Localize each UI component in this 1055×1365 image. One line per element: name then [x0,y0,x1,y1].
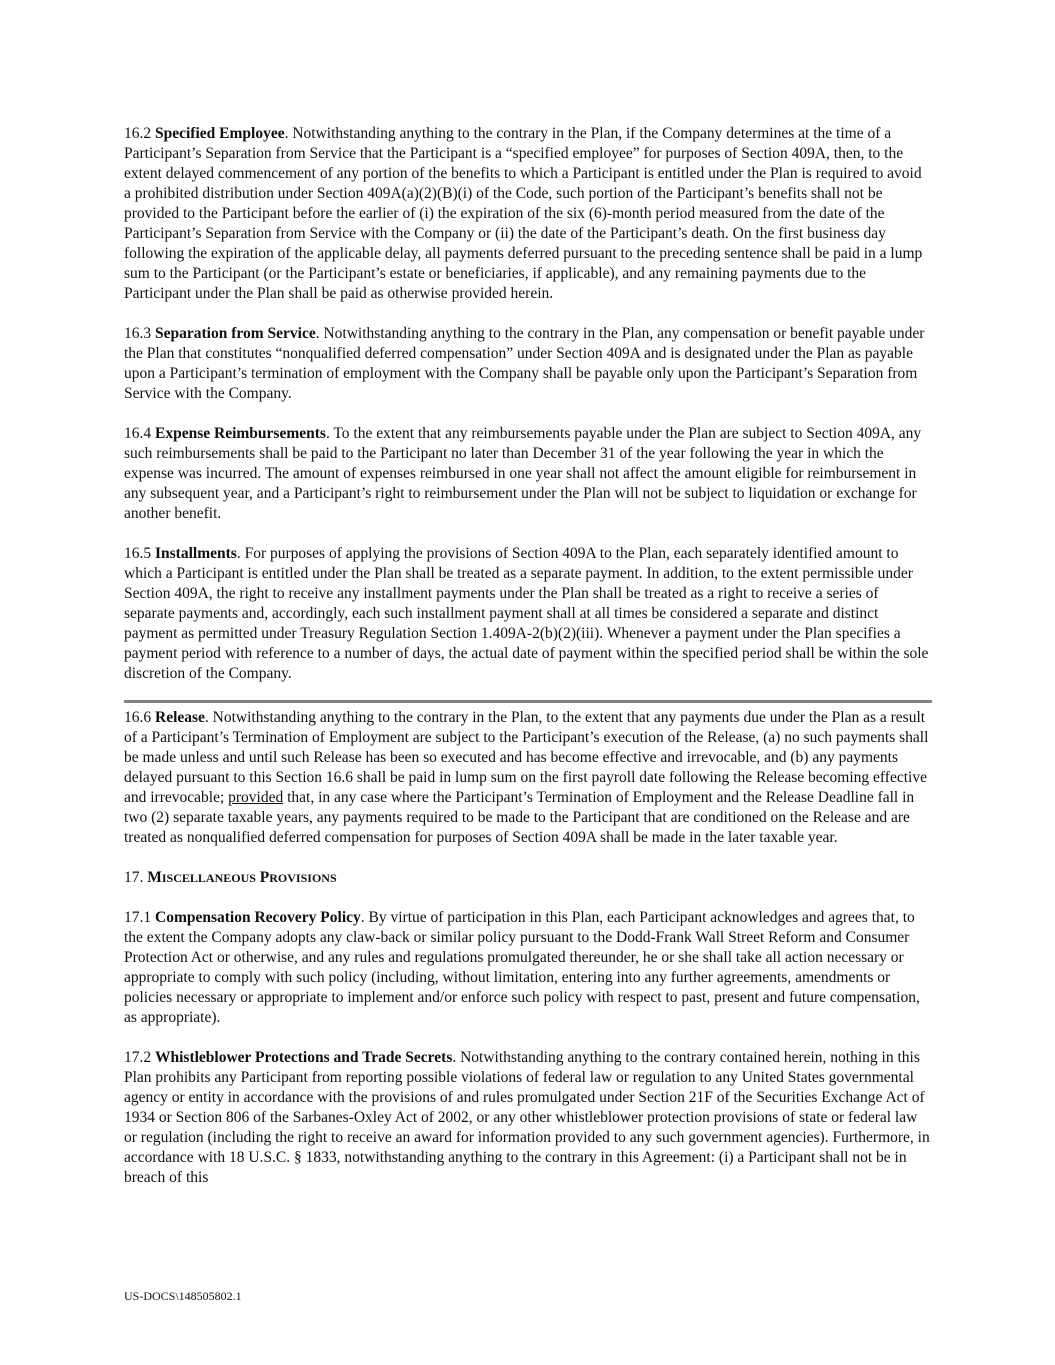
section-title: Specified Employee [155,125,285,142]
document-body [124,124,932,1208]
section-17-2 [124,1048,932,1188]
section-17-1 [124,908,932,1028]
section-number: 16.3 [124,325,152,342]
section-number: 17.1 [124,909,152,926]
section-16-6 [124,708,932,848]
section-text: . Notwithstanding anything to the contrary in the Plan, to the extent that any payments due under the Plan as a result of a Participant’s Termination of Employment are subject to the Participant’s execution of the Release, (a) no such payments shall be made unless and until such Release has been so executed and has become effective and irrevocable, and (b) any payments delayed pursuant to this Section 16.6 shall be paid in lump sum on the first payroll date following the Release becoming effective and irrevocable; [124,709,929,806]
section-text: . To the extent that any reimbursements payable under the Plan are subject to Section 409A, any such reimbursements shall be paid to the Participant no later than December 31 of the year following the year in which the expense was incurred. The amount of expenses reimbursed in one year shall not affect the amount eligible for reimbursement in any subsequent year, and a Participant’s right to reimbursement under the Plan will not be subject to liquidation or exchange for another benefit. [124,425,922,522]
section-number: 16.2 [124,125,152,142]
section-number: 16.4 [124,425,152,442]
section-title: Release [155,709,205,726]
section-text-continued: that, in any case where the Participant’s Termination of Employment and the Release Deadline fall in two (2) separate taxable years, any payments required to be made to the Participant that are conditioned on the Release and are treated as nonqualified deferred compensation for purposes of Section 409A shall be made in the later taxable year. [124,789,915,846]
section-16-5 [124,544,932,684]
section-title: Whistleblower Protections and Trade Secrets [155,1049,453,1066]
section-title: Installments [155,545,237,562]
section-text: . Notwithstanding anything to the contrary in the Plan, any compensation or benefit payable under the Plan that constitutes “nonqualified deferred compensation” under Section 409A and is designated under the Plan as payable upon a Participant’s termination of employment with the Company shall be payable only upon the Participant’s Separation from Service with the Company. [124,325,925,402]
heading-word: ISCELLANEOUS [161,871,256,885]
section-title: Separation from Service [155,325,316,342]
heading-initial: P [259,869,270,886]
section-text: . Notwithstanding anything to the contrary in the Plan, if the Company determines at the time of a Participant’s Separation from Service that the Participant is a “specified employee” for purposes of Section 409A, then, to the extent delayed commencement of any portion of the benefits to which a Participant is entitled under the Plan is required to avoid a prohibited distribution under Section 409A(a)(2)(B)(i) of the Code, such portion of the Participant’s benefits shall not be provided to the Participant before the earlier of (i) the expiration of the six (6)-month period measured from the date of the Participant’s Separation from Service with the Company or (ii) the date of the Participant’s death. On the first business day following the expiration of the applicable delay, all payments deferred pursuant to the preceding sentence shall be paid in a lump sum to the Participant (or the Participant’s estate or beneficiaries, if applicable), and any remaining payments due to the Participant under the Plan shall be paid as otherwise provided herein. [124,125,923,302]
section-16-4 [124,424,932,524]
section-number: 16.5 [124,545,152,562]
section-16-2 [124,124,932,304]
heading-number: 17. [124,869,148,886]
section-16-3 [124,324,932,404]
section-number: 16.6 [124,709,152,726]
section-text: . Notwithstanding anything to the contrary contained herein, nothing in this Plan prohibits any Participant from reporting possible violations of federal law or regulation to any United States governmental agency or entity in accordance with the provisions of and rules promulgated under Section 21F of the Securities Exchange Act of 1934 or Section 806 of the Sarbanes-Oxley Act of 2002, or any other whistleblower protection provisions of state or federal law or regulation (including the right to receive an award for information provided to any such government agencies). Furthermore, in accordance with 18 U.S.C. § 1833, notwithstanding anything to the contrary in this Agreement: (i) a Participant shall not be in breach of this [124,1049,930,1186]
horizontal-divider [124,700,932,703]
section-text: . By virtue of participation in this Plan, each Participant acknowledges and agrees that, to the extent the Company adopts any claw-back or similar policy pursuant to the Dodd-Frank Wall Street Reform and Consumer Protection Act or otherwise, and any rules and regulations promulgated thereunder, he or she shall take all action necessary or appropriate to comply with such policy (including, without limitation, entering into any further agreements, amendments or policies necessary or appropriate to implement and/or enforce such policy with respect to past, present and future compensation, as appropriate). [124,909,920,1026]
section-title: Expense Reimbursements [155,425,326,442]
heading-word: ROVISIONS [269,871,337,885]
section-text: . For purposes of applying the provisions of Section 409A to the Plan, each separately identified amount to which a Participant is entitled under the Plan shall be treated as a separate payment. In addition, to the extent permissible under Section 409A, the right to receive any installment payments under the Plan shall be treated as a right to receive a series of separate payments and, accordingly, each such installment payment shall at all times be considered a separate and distinct payment as permitted under Treasury Regulation Section 1.409A-2(b)(2)(iii). Whenever a payment under the Plan specifies a payment period with reference to a number of days, the actual date of payment within the specified period shall be within the sole discretion of the Company. [124,545,929,682]
heading-17 [124,868,932,888]
underlined-term: provided [228,789,284,806]
section-title: Compensation Recovery Policy [155,909,361,926]
section-number: 17.2 [124,1049,152,1066]
document-footer-id: US-DOCS\148505802.1 [124,1289,242,1303]
heading-initial: M [147,869,162,886]
